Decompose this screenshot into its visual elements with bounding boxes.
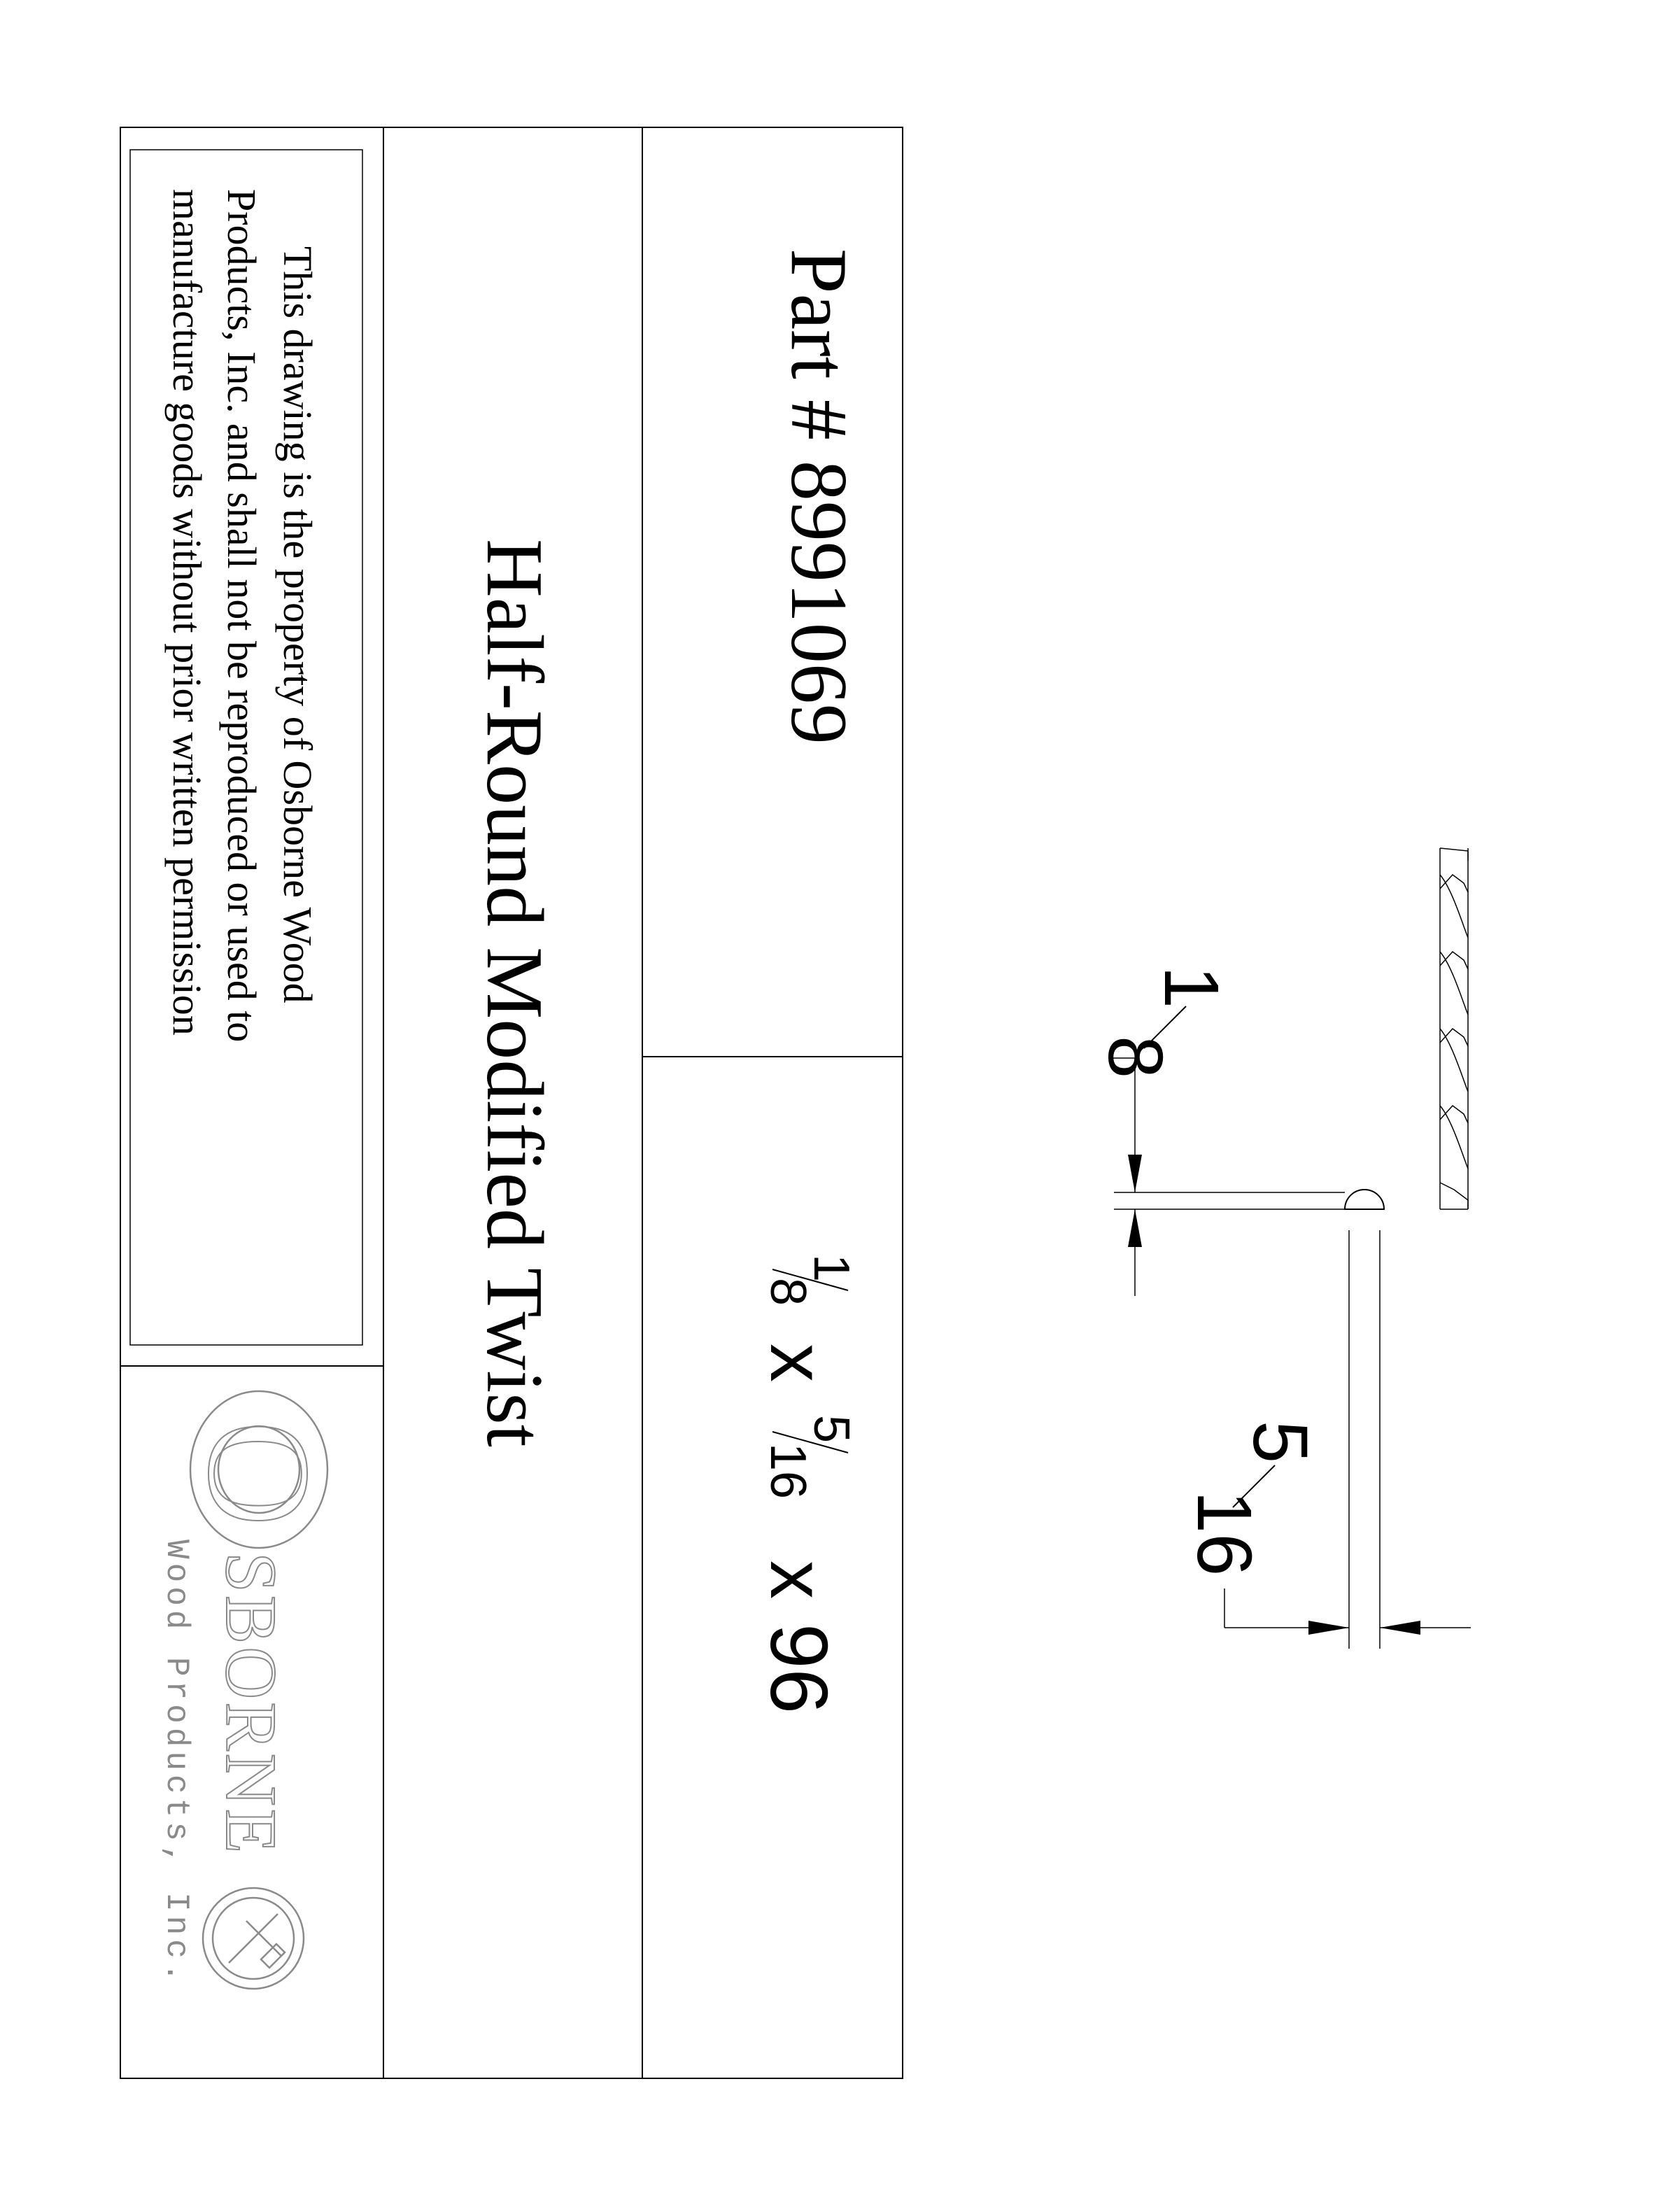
thickness-label [1092, 966, 1234, 1078]
disclaimer-line-2: Products, Inc. and shall not be reproduced or used to [219, 189, 264, 1043]
size-width-num: 5 [803, 1415, 859, 1444]
thickness-arrow-lower [1128, 1209, 1142, 1247]
size-x2: x [754, 1561, 840, 1599]
profile-drawing [1092, 848, 1471, 1649]
thickness-arrow-upper [1128, 1155, 1142, 1192]
size-x1: x [754, 1344, 840, 1382]
width-label [1181, 1421, 1323, 1576]
logo-subtitle: Wood Products, Inc. [158, 1540, 195, 1987]
size-thickness-den: 8 [760, 1278, 816, 1306]
disclaimer-line-1: This drawing is the property of Osborne Wood [275, 246, 320, 1003]
hammer-icon [229, 1914, 285, 1968]
disclaimer-line-3: manufacture goods without prior written permission [164, 189, 210, 1036]
width-arrow-right [1380, 1621, 1420, 1635]
logo-name: SBORNE [211, 1552, 291, 1857]
title-block [120, 127, 903, 2078]
size-label [754, 1254, 859, 1714]
width-num: 5 [1237, 1421, 1323, 1464]
osborne-logo [158, 1391, 340, 1989]
thickness-den: 8 [1092, 1036, 1178, 1079]
size-thickness-num: 1 [803, 1254, 859, 1283]
size-length: 96 [754, 1623, 845, 1714]
half-round-section [1345, 1190, 1384, 1209]
part-number: Part # 8991069 [774, 248, 863, 745]
logo-initial: O [178, 1421, 340, 1527]
width-arrow-left [1308, 1621, 1349, 1635]
thickness-num: 1 [1148, 966, 1234, 1009]
twist-side-view [1440, 848, 1468, 1209]
part-description: Half-Round Modified Twist [470, 539, 559, 1447]
width-den: 16 [1181, 1491, 1267, 1577]
size-width-den: 16 [760, 1443, 816, 1500]
